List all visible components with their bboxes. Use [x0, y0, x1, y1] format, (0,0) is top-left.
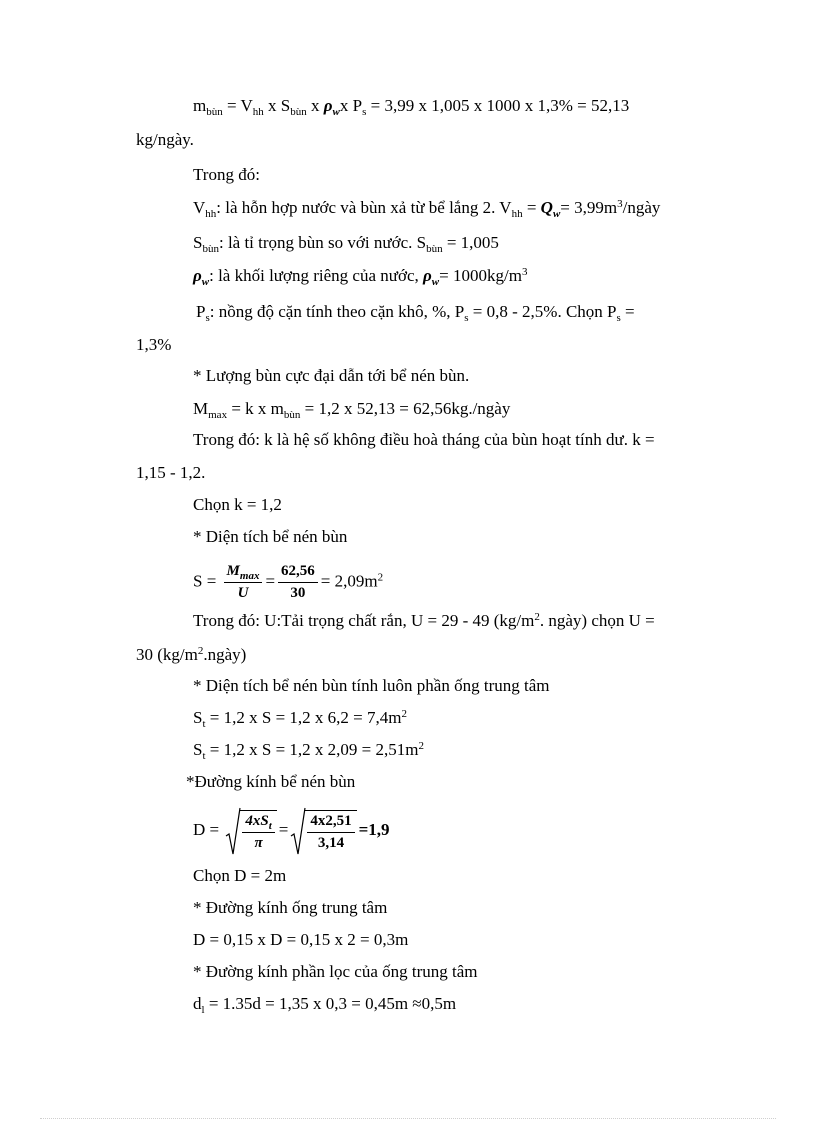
equation-area: S = $\frac{M_{max}}{U}$ = $\frac{62,56}{30}$ = $2,09m^2$ [193, 563, 384, 601]
heading-mmax: * Lượng bùn cực đại dẫn tới bể nén bùn. [193, 366, 470, 385]
heading-filter: * Đường kính phần lọc của ống trung tâm [193, 962, 478, 981]
vhh-definition: $V_{hh}$: là hỗn hợp nước và bùn xả từ bể lắng 2. $V_{hh} = Q_w=$ $3,99m^3$/ngày [193, 198, 661, 220]
chon-k: Chọn k = 1,2 [193, 495, 282, 514]
equation-pipe: D = 0,15 x D = 0,15 x 2 = 0,3m [193, 930, 409, 949]
rho-definition: $\rho_w$: là khối lượng riêng của nước, $\rho_w= 1000kg/m^3$ [193, 266, 528, 288]
equation-st1: $S_t = 1,2$ x S = 1,2 x $6,2 = 7,4m^2$ [193, 708, 407, 730]
ps-definition: $P_s$: nồng độ cặn tính theo cặn khô, %, $P_s = 0,8 - 2,5\%$. Chọn $P_s$ = [196, 302, 635, 324]
k-continuation: 1,15 - 1,2. [136, 463, 206, 482]
heading-pipe: * Đường kính ống trung tâm [193, 898, 388, 917]
sbun-definition: $S_{bùn}$: là tỉ trọng bùn so với nước. $S_{bùn} = 1,005$ [193, 233, 499, 255]
k-definition: Trong đó: k là hệ số không điều hoà tháng của bùn hoạt tính dư. k = [193, 430, 655, 449]
heading-diameter: *Đường kính bể nén bùn [186, 772, 356, 791]
heading-area-total: * Diện tích bể nén bùn tính luôn phần ống trung tâm [193, 676, 550, 695]
unit-line: kg/ngày. [136, 130, 194, 149]
trong-do-heading: Trong đó: [193, 165, 260, 184]
equation-mmax: $M_{max} = k$ x $m_{bùn} = 1,2$ x 52,13 = 62,56kg./ngày [193, 399, 511, 421]
sqrt-symbolic: $\frac{4xS_t}{\pi}$ [225, 810, 276, 852]
u-continuation: 30 $(kg/m^2.ngày)$ [136, 645, 247, 664]
fraction-mmax-u: $\frac{M_{max}}{U}$ [224, 563, 263, 602]
fraction-values: $\frac{62,56}{30}$ [278, 563, 318, 602]
equation-dl: $d_l = 1.35d = 1,35$ x 0,3 = 0,45m ≈0,5m [193, 994, 457, 1016]
equation-st2: $S_t = 1,2$ x S = 1,2 x $2,09 = 2,51m^2$ [193, 740, 424, 762]
page-bottom-border [40, 1118, 776, 1119]
equation-diameter: D = $\frac{4xS_t}{\pi}$ = $\frac{4x2,51}{3,14}$ =1,9 [193, 810, 390, 852]
equation-m-bun: $m_{bùn} = V_{hh}$ x $S_{bùn}$ x $\rho_wx$ $P_s = 3,99$ x 1,005 x 1000 x 1,3% = 52,13 [193, 96, 630, 118]
sqrt-numeric: $\frac{4x2,51}{3,14}$ [290, 810, 356, 852]
chon-d: Chọn D = 2m [193, 866, 287, 885]
u-definition: Trong đó: U:Tải trọng chất rắn, U = 29 - 49 ($kg/m^2$. ngày) chọn U = [193, 611, 655, 630]
heading-area: * Diện tích bể nén bùn [193, 527, 348, 546]
ps-continuation: 1,3% [136, 335, 172, 354]
